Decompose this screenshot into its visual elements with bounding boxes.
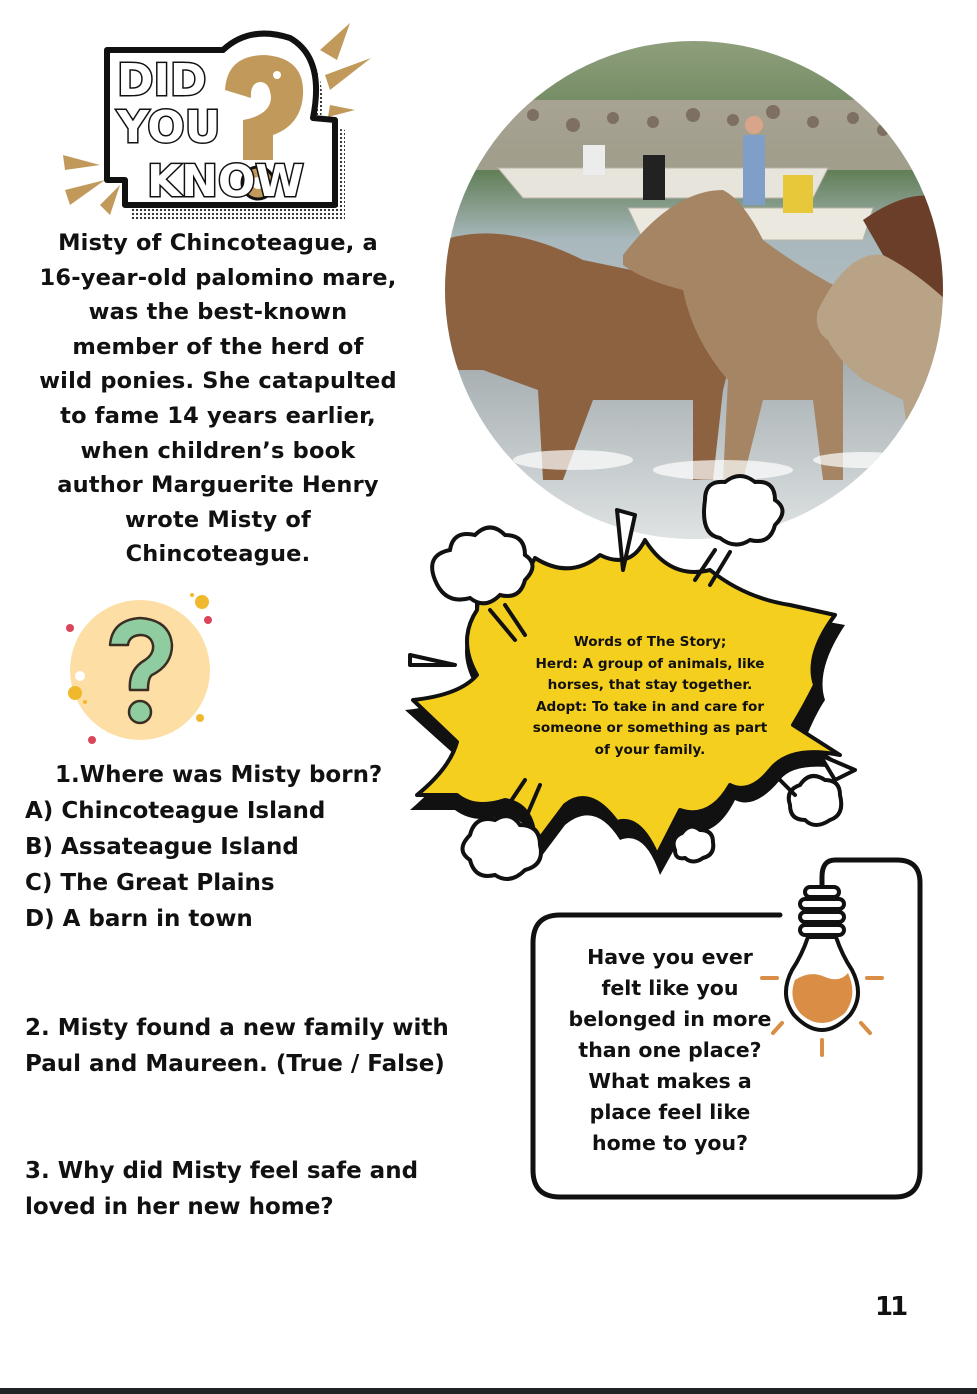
bottom-border [0, 1388, 977, 1394]
reflection-line: Have you ever [587, 945, 753, 969]
vocabulary-box [520, 632, 780, 761]
page-number: 11 [875, 1292, 906, 1322]
question-2-line: 2. Misty found a new family with [25, 1015, 449, 1041]
intro-line: 16-year-old palomino mare, [39, 264, 397, 291]
vocabulary-line: Herd: A group of animals, like [535, 655, 765, 672]
intro-line: wild ponies. She catapulted [39, 368, 397, 395]
question-3-line: 3. Why did Misty feel safe and [25, 1158, 419, 1184]
intro-line: wrote Misty of [125, 506, 311, 533]
vocabulary-line: Adopt: To take in and care for [535, 698, 765, 715]
intro-paragraph [38, 226, 398, 572]
intro-line: Chincoteague. [125, 541, 311, 568]
answer-option-d: D) A barn in town [25, 906, 253, 932]
reflection-line: than one place? [578, 1038, 762, 1062]
answer-option-b: B) Assateague Island [25, 834, 299, 860]
intro-line: author Marguerite Henry [57, 472, 379, 499]
lightbulb-icon [762, 887, 882, 1055]
svg-text:DID: DID [117, 55, 207, 106]
intro-line: was the best-known [88, 299, 348, 326]
question-mark-icon [40, 590, 230, 750]
question-3-line: loved in her new home? [25, 1194, 334, 1220]
reflection-line: belonged in more [568, 1007, 772, 1031]
reflection-line: place feel like [589, 1100, 751, 1124]
vocabulary-title: Words of The Story; [573, 634, 727, 650]
reflection-line: felt like you [601, 976, 739, 1000]
ponies-photo [443, 40, 946, 540]
question-3 [25, 1153, 465, 1225]
question-2 [25, 1010, 465, 1082]
svg-text:YOU: YOU [117, 102, 221, 153]
vocabulary-line: someone or something as part [532, 720, 768, 736]
reflection-line: home to you? [591, 1131, 749, 1155]
svg-text:KNOW: KNOW [147, 156, 304, 207]
question-2-line: Paul and Maureen. (True / False) [25, 1051, 445, 1077]
vocabulary-line: of your family. [594, 741, 706, 758]
intro-line: member of the herd of [72, 333, 364, 360]
intro-line: Misty of Chincoteague, a [58, 230, 378, 256]
question-1-title: 1.Where was Misty born? [55, 762, 383, 788]
reflection-line: What makes a [588, 1069, 752, 1093]
answer-option-a: A) Chincoteague Island [25, 798, 326, 824]
reflection-prompt [565, 942, 775, 1159]
did-you-know-logo [55, 20, 385, 230]
answer-option-c: C) The Great Plains [25, 870, 275, 896]
vocabulary-line: horses, that stay together. [547, 677, 753, 693]
intro-line: when children’s book [80, 437, 356, 464]
intro-line: to fame 14 years earlier, [60, 402, 376, 429]
